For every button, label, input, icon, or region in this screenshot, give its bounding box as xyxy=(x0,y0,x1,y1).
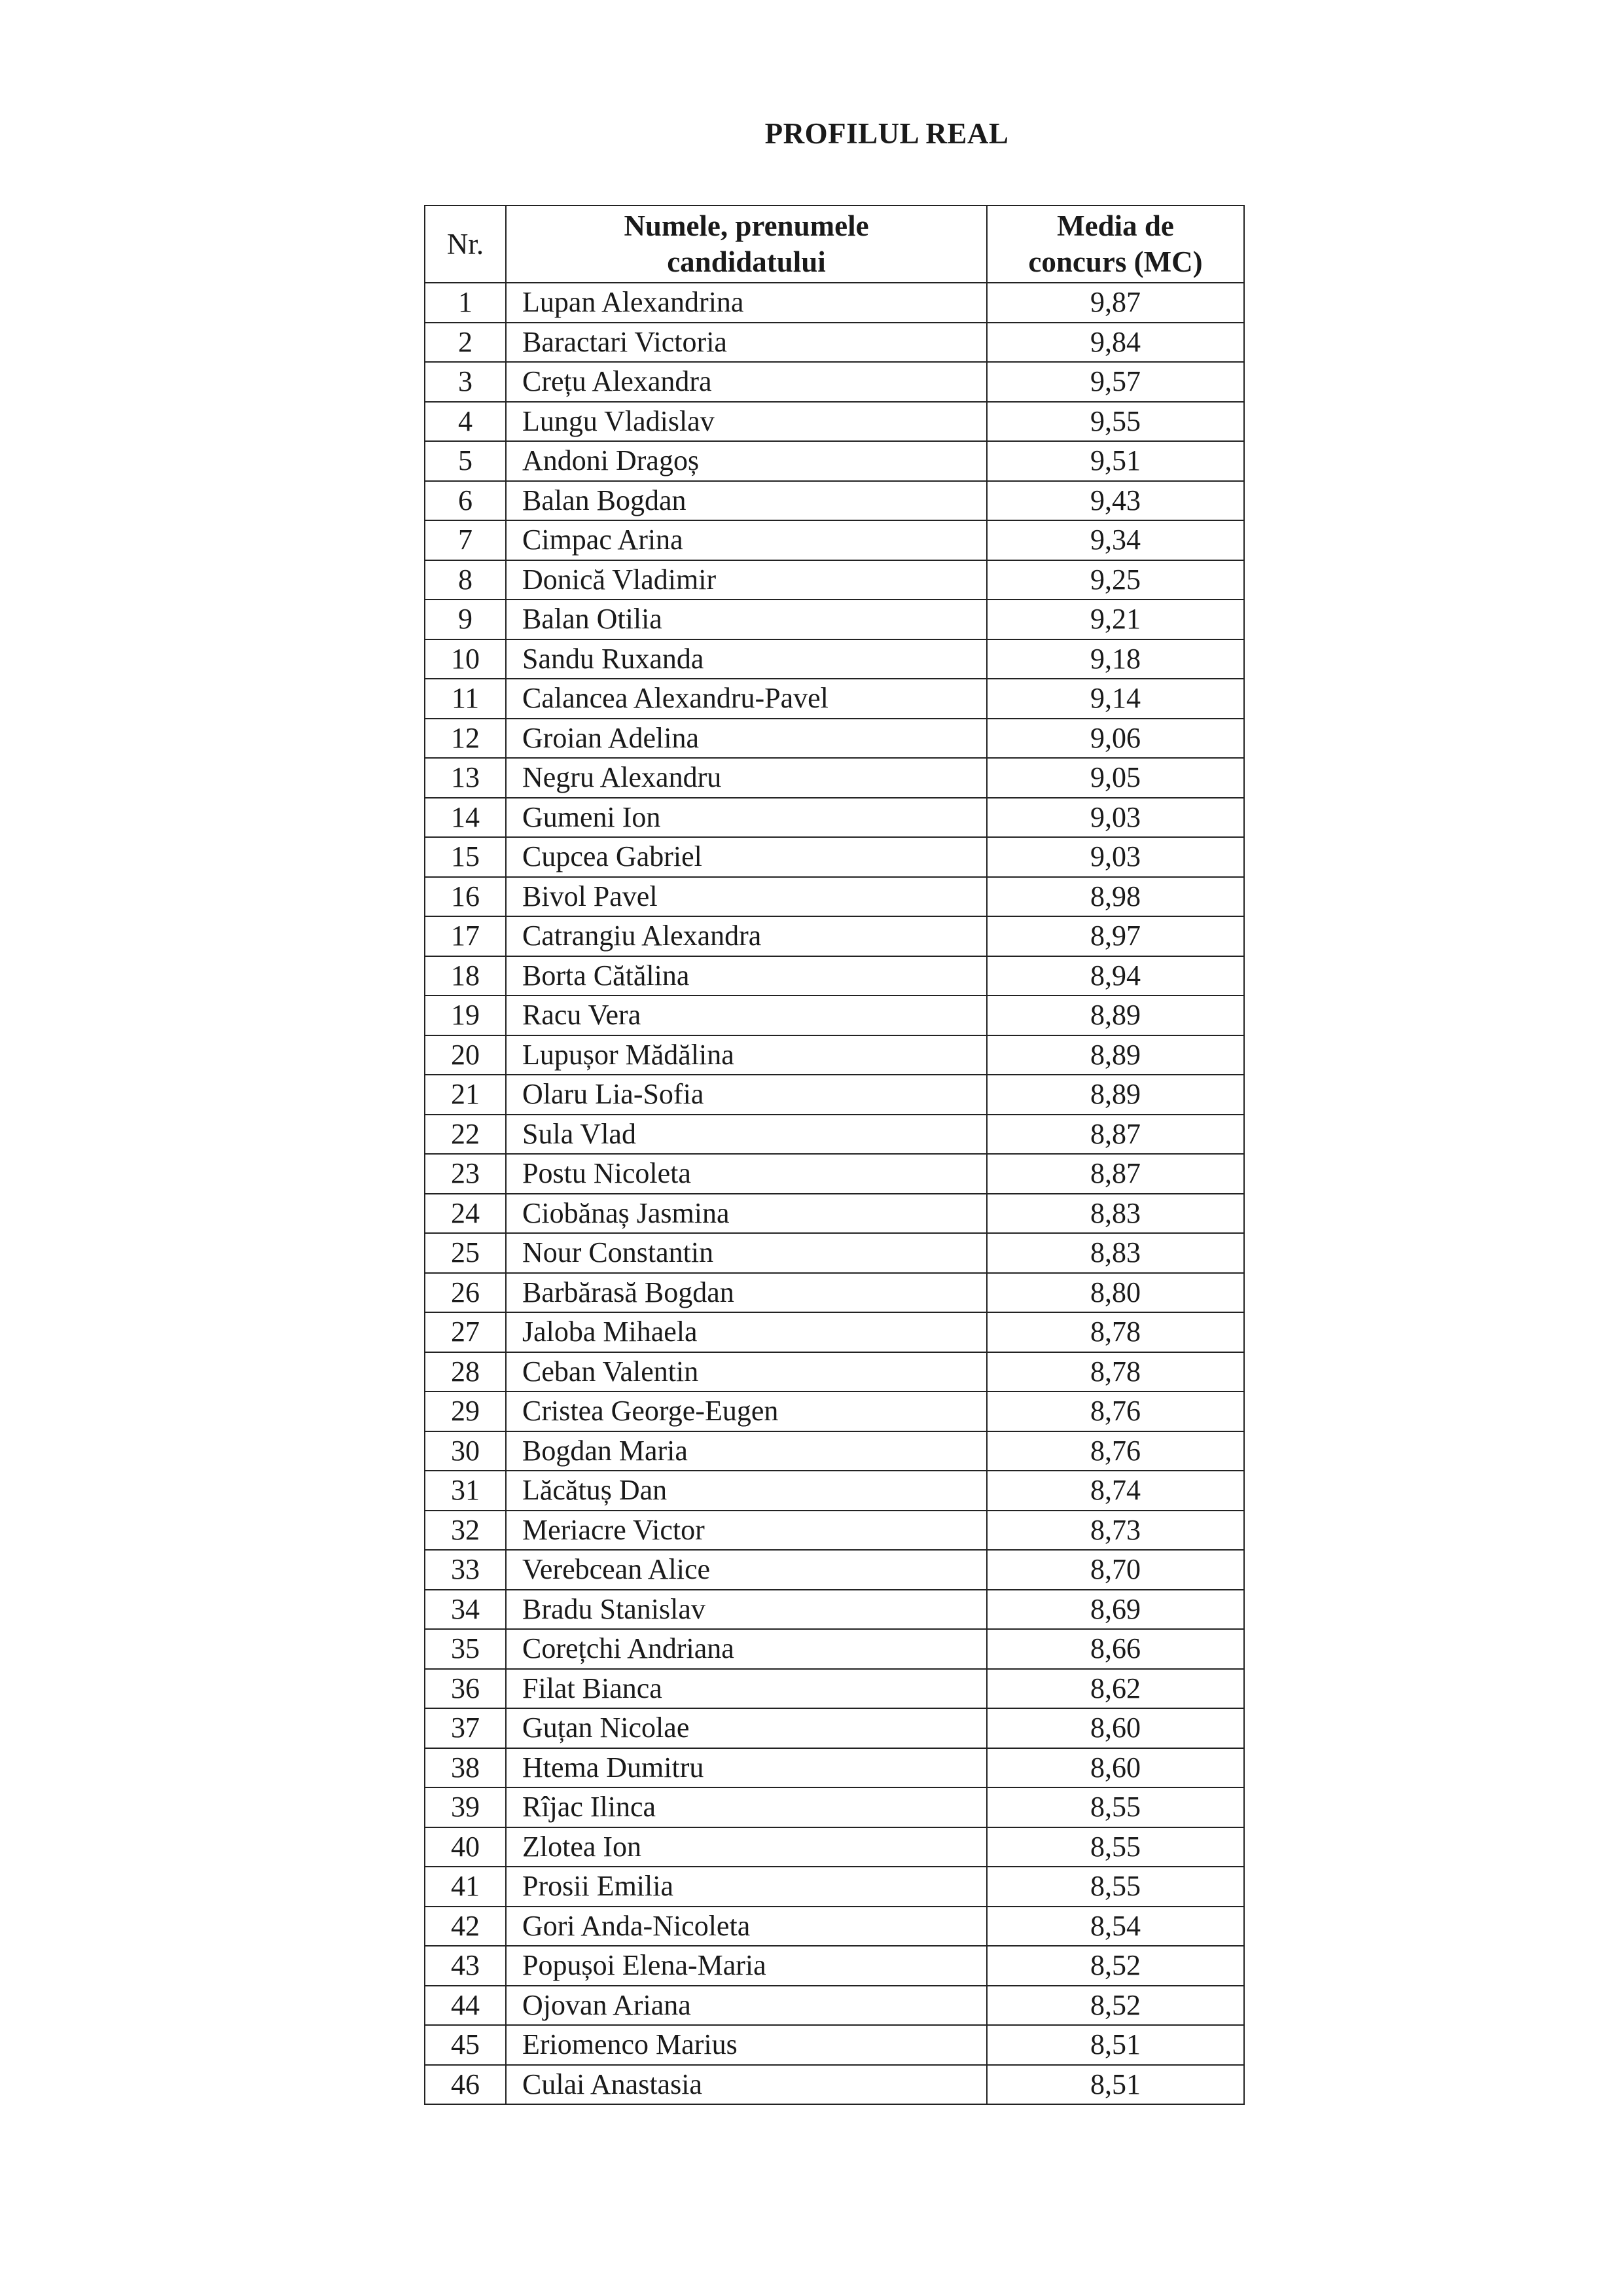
row-name: Meriacre Victor xyxy=(506,1511,987,1551)
row-mc: 8,78 xyxy=(987,1312,1244,1352)
table-row xyxy=(425,1946,1244,1986)
row-name: Catrangiu Alexandra xyxy=(506,916,987,956)
row-name: Cupcea Gabriel xyxy=(506,837,987,877)
table-row xyxy=(425,481,1244,521)
header-mc-line1: Media de xyxy=(1057,209,1174,242)
row-mc: 9,87 xyxy=(987,283,1244,323)
table-row xyxy=(425,956,1244,996)
row-name: Andoni Dragoș xyxy=(506,441,987,481)
row-nr: 35 xyxy=(425,1629,506,1669)
row-nr: 37 xyxy=(425,1708,506,1748)
header-mc-line2: concurs (MC) xyxy=(1028,245,1203,278)
row-nr: 15 xyxy=(425,837,506,877)
row-name: Lupan Alexandrina xyxy=(506,283,987,323)
row-name: Baractari Victoria xyxy=(506,323,987,363)
row-mc: 8,52 xyxy=(987,1946,1244,1986)
table-row xyxy=(425,719,1244,759)
table-row xyxy=(425,520,1244,560)
row-mc: 8,83 xyxy=(987,1233,1244,1273)
row-mc: 9,34 xyxy=(987,520,1244,560)
row-name: Nour Constantin xyxy=(506,1233,987,1273)
table-row xyxy=(425,1867,1244,1907)
table-row xyxy=(425,1986,1244,2026)
row-nr: 7 xyxy=(425,520,506,560)
row-name: Lăcătuș Dan xyxy=(506,1471,987,1511)
row-nr: 13 xyxy=(425,758,506,798)
table-row xyxy=(425,402,1244,442)
table-row xyxy=(425,877,1244,917)
row-nr: 5 xyxy=(425,441,506,481)
row-name: Jaloba Mihaela xyxy=(506,1312,987,1352)
row-nr: 34 xyxy=(425,1590,506,1630)
row-mc: 8,89 xyxy=(987,1075,1244,1115)
table-row xyxy=(425,1907,1244,1946)
table-row xyxy=(425,1154,1244,1194)
row-nr: 2 xyxy=(425,323,506,363)
row-nr: 8 xyxy=(425,560,506,600)
row-name: Bivol Pavel xyxy=(506,877,987,917)
row-nr: 23 xyxy=(425,1154,506,1194)
table-row xyxy=(425,1273,1244,1313)
row-name: Eriomenco Marius xyxy=(506,2025,987,2065)
row-name: Sula Vlad xyxy=(506,1115,987,1155)
row-mc: 8,55 xyxy=(987,1867,1244,1907)
row-nr: 20 xyxy=(425,1035,506,1075)
row-nr: 1 xyxy=(425,283,506,323)
row-nr: 36 xyxy=(425,1669,506,1709)
row-nr: 44 xyxy=(425,1986,506,2026)
row-nr: 32 xyxy=(425,1511,506,1551)
row-mc: 9,14 xyxy=(987,679,1244,719)
row-nr: 18 xyxy=(425,956,506,996)
row-mc: 8,78 xyxy=(987,1352,1244,1392)
row-mc: 8,55 xyxy=(987,1787,1244,1827)
row-name: Crețu Alexandra xyxy=(506,362,987,402)
row-name: Rîjac Ilinca xyxy=(506,1787,987,1827)
row-nr: 29 xyxy=(425,1391,506,1431)
table-row xyxy=(425,600,1244,639)
row-name: Verebcean Alice xyxy=(506,1550,987,1590)
row-name: Guțan Nicolae xyxy=(506,1708,987,1748)
row-name: Ojovan Ariana xyxy=(506,1986,987,2026)
row-name: Balan Bogdan xyxy=(506,481,987,521)
row-name: Olaru Lia-Sofia xyxy=(506,1075,987,1115)
row-nr: 3 xyxy=(425,362,506,402)
row-name: Cimpac Arina xyxy=(506,520,987,560)
table-row xyxy=(425,916,1244,956)
table-row xyxy=(425,1787,1244,1827)
table-row xyxy=(425,1075,1244,1115)
row-mc: 8,98 xyxy=(987,877,1244,917)
row-name: Popușoi Elena-Maria xyxy=(506,1946,987,1986)
row-nr: 27 xyxy=(425,1312,506,1352)
table-row xyxy=(425,323,1244,363)
row-nr: 43 xyxy=(425,1946,506,1986)
table-row xyxy=(425,1431,1244,1471)
table-row xyxy=(425,837,1244,877)
row-mc: 8,83 xyxy=(987,1194,1244,1234)
table-row xyxy=(425,1748,1244,1788)
table-row xyxy=(425,1352,1244,1392)
table-row xyxy=(425,283,1244,323)
row-nr: 45 xyxy=(425,2025,506,2065)
row-mc: 8,60 xyxy=(987,1708,1244,1748)
row-mc: 8,76 xyxy=(987,1391,1244,1431)
table-row xyxy=(425,2025,1244,2065)
row-name: Zlotea Ion xyxy=(506,1827,987,1867)
table-row xyxy=(425,639,1244,679)
table-row xyxy=(425,1115,1244,1155)
table-row xyxy=(425,2065,1244,2105)
row-name: Calancea Alexandru-Pavel xyxy=(506,679,987,719)
row-nr: 31 xyxy=(425,1471,506,1511)
row-mc: 8,73 xyxy=(987,1511,1244,1551)
page-title: PROFILUL REAL xyxy=(764,117,1009,150)
row-name: Bradu Stanislav xyxy=(506,1590,987,1630)
header-name-line2: candidatului xyxy=(667,245,826,278)
table-row xyxy=(425,1194,1244,1234)
row-nr: 19 xyxy=(425,996,506,1035)
row-mc: 8,62 xyxy=(987,1669,1244,1709)
row-nr: 40 xyxy=(425,1827,506,1867)
row-nr: 10 xyxy=(425,639,506,679)
row-nr: 26 xyxy=(425,1273,506,1313)
row-name: Corețchi Andriana xyxy=(506,1629,987,1669)
row-name: Cristea George-Eugen xyxy=(506,1391,987,1431)
row-mc: 9,25 xyxy=(987,560,1244,600)
row-nr: 17 xyxy=(425,916,506,956)
table-row xyxy=(425,1827,1244,1867)
row-nr: 28 xyxy=(425,1352,506,1392)
row-mc: 9,06 xyxy=(987,719,1244,759)
table-row xyxy=(425,1511,1244,1551)
header-nr: Nr. xyxy=(425,206,506,283)
row-mc: 9,03 xyxy=(987,798,1244,838)
table-header xyxy=(425,206,1244,283)
row-nr: 42 xyxy=(425,1907,506,1946)
row-name: Culai Anastasia xyxy=(506,2065,987,2105)
row-mc: 8,89 xyxy=(987,1035,1244,1075)
table-row xyxy=(425,560,1244,600)
row-nr: 4 xyxy=(425,402,506,442)
table-row xyxy=(425,996,1244,1035)
row-mc: 8,94 xyxy=(987,956,1244,996)
table-row xyxy=(425,1590,1244,1630)
table-row xyxy=(425,1035,1244,1075)
header-name-line1: Numele, prenumele xyxy=(624,209,869,242)
row-nr: 16 xyxy=(425,877,506,917)
row-name: Balan Otilia xyxy=(506,600,987,639)
row-mc: 9,03 xyxy=(987,837,1244,877)
table-row xyxy=(425,1708,1244,1748)
row-name: Prosii Emilia xyxy=(506,1867,987,1907)
row-mc: 9,21 xyxy=(987,600,1244,639)
row-nr: 14 xyxy=(425,798,506,838)
row-name: Gori Anda-Nicoleta xyxy=(506,1907,987,1946)
row-nr: 25 xyxy=(425,1233,506,1273)
table-row xyxy=(425,1550,1244,1590)
row-nr: 46 xyxy=(425,2065,506,2105)
row-nr: 6 xyxy=(425,481,506,521)
row-name: Barbărasă Bogdan xyxy=(506,1273,987,1313)
table-row xyxy=(425,441,1244,481)
header-mc xyxy=(987,206,1244,283)
row-mc: 9,55 xyxy=(987,402,1244,442)
header-row xyxy=(425,206,1244,283)
row-mc: 8,89 xyxy=(987,996,1244,1035)
row-nr: 22 xyxy=(425,1115,506,1155)
row-mc: 8,87 xyxy=(987,1154,1244,1194)
row-mc: 8,76 xyxy=(987,1431,1244,1471)
row-name: Donică Vladimir xyxy=(506,560,987,600)
row-name: Groian Adelina xyxy=(506,719,987,759)
row-mc: 8,55 xyxy=(987,1827,1244,1867)
row-nr: 9 xyxy=(425,600,506,639)
row-mc: 8,97 xyxy=(987,916,1244,956)
row-name: Lupușor Mădălina xyxy=(506,1035,987,1075)
table-row xyxy=(425,1629,1244,1669)
row-mc: 9,57 xyxy=(987,362,1244,402)
table-row xyxy=(425,362,1244,402)
table-body xyxy=(425,283,1244,2104)
row-name: Htema Dumitru xyxy=(506,1748,987,1788)
row-nr: 39 xyxy=(425,1787,506,1827)
row-nr: 30 xyxy=(425,1431,506,1471)
row-name: Lungu Vladislav xyxy=(506,402,987,442)
row-mc: 8,69 xyxy=(987,1590,1244,1630)
row-mc: 8,60 xyxy=(987,1748,1244,1788)
table-row xyxy=(425,679,1244,719)
row-mc: 8,70 xyxy=(987,1550,1244,1590)
row-name: Negru Alexandru xyxy=(506,758,987,798)
table-row xyxy=(425,758,1244,798)
results-table xyxy=(424,205,1245,2105)
row-mc: 8,51 xyxy=(987,2065,1244,2105)
row-mc: 8,66 xyxy=(987,1629,1244,1669)
table-row xyxy=(425,798,1244,838)
row-mc: 8,87 xyxy=(987,1115,1244,1155)
row-mc: 8,80 xyxy=(987,1273,1244,1313)
row-name: Postu Nicoleta xyxy=(506,1154,987,1194)
row-mc: 8,52 xyxy=(987,1986,1244,2026)
row-nr: 41 xyxy=(425,1867,506,1907)
table-row xyxy=(425,1233,1244,1273)
row-mc: 9,43 xyxy=(987,481,1244,521)
table-row xyxy=(425,1471,1244,1511)
table-row xyxy=(425,1669,1244,1709)
row-mc: 9,05 xyxy=(987,758,1244,798)
row-nr: 21 xyxy=(425,1075,506,1115)
row-name: Filat Bianca xyxy=(506,1669,987,1709)
row-name: Gumeni Ion xyxy=(506,798,987,838)
row-name: Racu Vera xyxy=(506,996,987,1035)
row-name: Ciobănaș Jasmina xyxy=(506,1194,987,1234)
row-nr: 11 xyxy=(425,679,506,719)
row-name: Ceban Valentin xyxy=(506,1352,987,1392)
row-nr: 24 xyxy=(425,1194,506,1234)
row-mc: 8,74 xyxy=(987,1471,1244,1511)
row-mc: 9,84 xyxy=(987,323,1244,363)
row-nr: 33 xyxy=(425,1550,506,1590)
row-nr: 12 xyxy=(425,719,506,759)
row-mc: 8,51 xyxy=(987,2025,1244,2065)
row-mc: 9,18 xyxy=(987,639,1244,679)
row-nr: 38 xyxy=(425,1748,506,1788)
table-row xyxy=(425,1391,1244,1431)
row-name: Bogdan Maria xyxy=(506,1431,987,1471)
row-name: Sandu Ruxanda xyxy=(506,639,987,679)
row-mc: 9,51 xyxy=(987,441,1244,481)
header-name xyxy=(506,206,987,283)
row-mc: 8,54 xyxy=(987,1907,1244,1946)
row-name: Borta Cătălina xyxy=(506,956,987,996)
table-row xyxy=(425,1312,1244,1352)
